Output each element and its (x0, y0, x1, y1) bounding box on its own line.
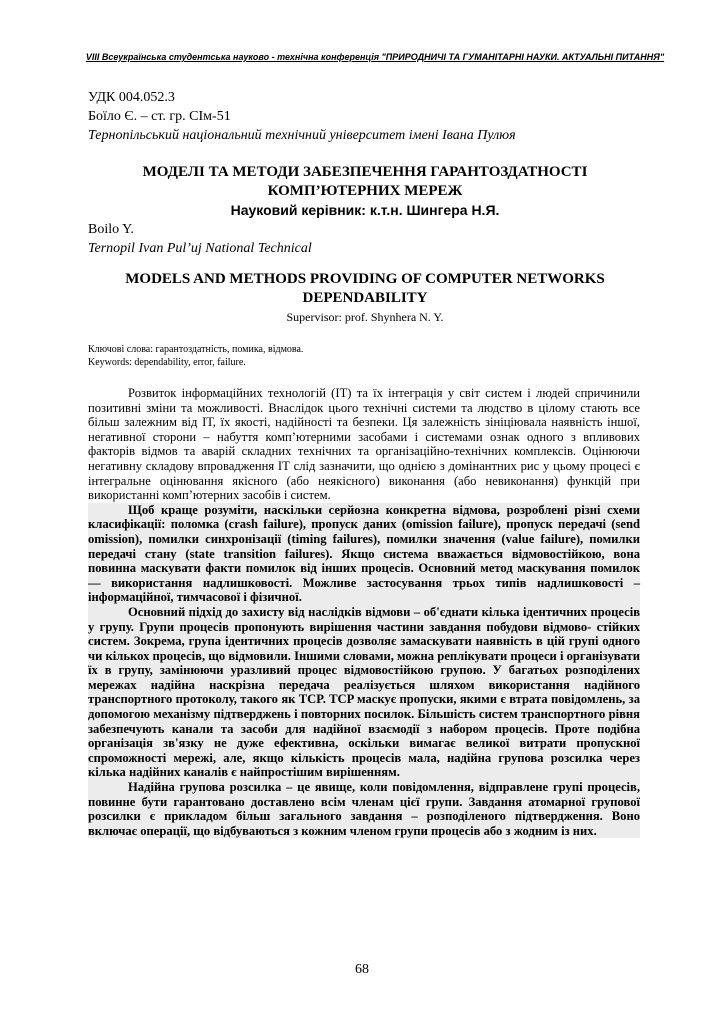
supervisor-ua: Науковий керівник: к.т.н. Шингера Н.Я. (230, 202, 500, 218)
conference-header: VIII Всеукраїнська студентська науково - технічна конференція "ПРИРОДНИЧІ ТА ГУМАНІТАРНІ НАУКИ. АКТУАЛЬНІ ПИТАННЯ" (85, 52, 665, 62)
author-en: Boilo Y. (88, 222, 134, 237)
paragraph-classification: Щоб краще розуміти, наскільки серйозна конкретна відмова, розроблені різні схеми класифікації: поломка (crash failure), пропуск даних (omission failure), пропуск передачі (send omission), помилки синхронізації (timing failures), помилки значення (value failure), помилки передачі стану (state transition failures). Якщо система вважається відмовостійкою, вона повинна маскувати факти помилок від інших процесів. Основний метод маскування помилок — використання надлишковості. Можливе застосування трьох типів надлишковості – інформаційної, тимчасової і фізичної. (88, 502, 640, 605)
paragraph-intro: Розвиток інформаційних технологій (ІТ) та їх інтеграція у світ систем і людей спричинили позитивні зміни та можливості. Внаслідок цього технічні системи та людство в цілому стають все більш залежним від ІТ, їх якості, надійності та безпеки. Ця залежність зініціювала наявність іншої, негативної сторони – набуття комп’ютерними засобами і системами ознак одного з впливових факторів відмов та аварій складних технічних та організаційно-технічних комплексів. Оцінюючи негативну складову впровадження ІТ слід зазначити, що однією з домінантних рис у цьому процесі є інтегральне оцінювання якісного (або неякісного) виконання (або невиконання) функцій при використанні комп’ютерних засобів і систем. (88, 386, 640, 503)
title-ua: МОДЕЛІ ТА МЕТОДИ ЗАБЕЗПЕЧЕННЯ ГАРАНТОЗДАТНОСТІ КОМП’ЮТЕРНИХ МЕРЕЖ (142, 164, 588, 199)
paragraph-process-groups: Основний підхід до захисту від наслідків відмови – об'єднати кілька ідентичних процесів у групу. Групи процесів пропонують вирішення частини завдання побудови відмово- стійких систем. Зокрема, група ідентичних процесів дозволяє замаскувати наявність в цій групі одного чи кількох процесів, що відмовили. Іншими словами, можна реплікувати процеси і організувати їх в групу, замінюючи уразливий процес відмовостійкою групою. У багатьох розподілених мережах надійна наскрізна передача реалізується шляхом використання надійного транспортного протоколу, такого як TCP. TCP маскує пропуски, якими є втрата повідомлень, за допомогою механізму підтверджень і повторних посилок. Більшість систем транспортного рівня забезпечують канали та засоби для надійної взаємодії з набором процесів. Проте подібна організація зв'язку не дуже ефективна, оскільки вимагає великої витрати пропускної спроможності мережі, але, якщо кількість процесів мала, надійна групова розсилка через кілька надійних каналів є найпростішим вирішенням. (88, 604, 640, 780)
university-ua: Тернопільський національний технічний університет імені Івана Пулюя (88, 128, 516, 143)
keywords-ua: Ключові слова: гарантоздатність, помика, відмова. (88, 344, 304, 355)
paragraph-reliable-multicast: Надійна групова розсилка – це явище, коли повідомлення, відправлене групі процесів, повинне бути гарантовано доставлено всім членам цієї групи. Завдання атомарної групової розсилки є прикладом більш загального завдання – розподіленого підтвердження. Воно включає операції, що відбуваються з кожним членом групи процесів або з жодним із них. (88, 780, 640, 838)
udk-code: УДК 004.052.3 (88, 90, 175, 105)
supervisor-en: Supervisor: prof. Shynhera N. Y. (286, 310, 444, 324)
author-ua: Боїло Є. – ст. гр. СІм-51 (88, 109, 231, 124)
title-en: MODELS AND METHODS PROVIDING OF COMPUTER NETWORKS DEPENDABILITY (125, 271, 605, 306)
page-number: 68 (355, 962, 369, 977)
keywords-en: Keywords: dependability, error, failure. (88, 357, 246, 368)
university-en: Ternopil Ivan Pul’uj National Technical (88, 241, 312, 256)
body-text (88, 386, 640, 838)
